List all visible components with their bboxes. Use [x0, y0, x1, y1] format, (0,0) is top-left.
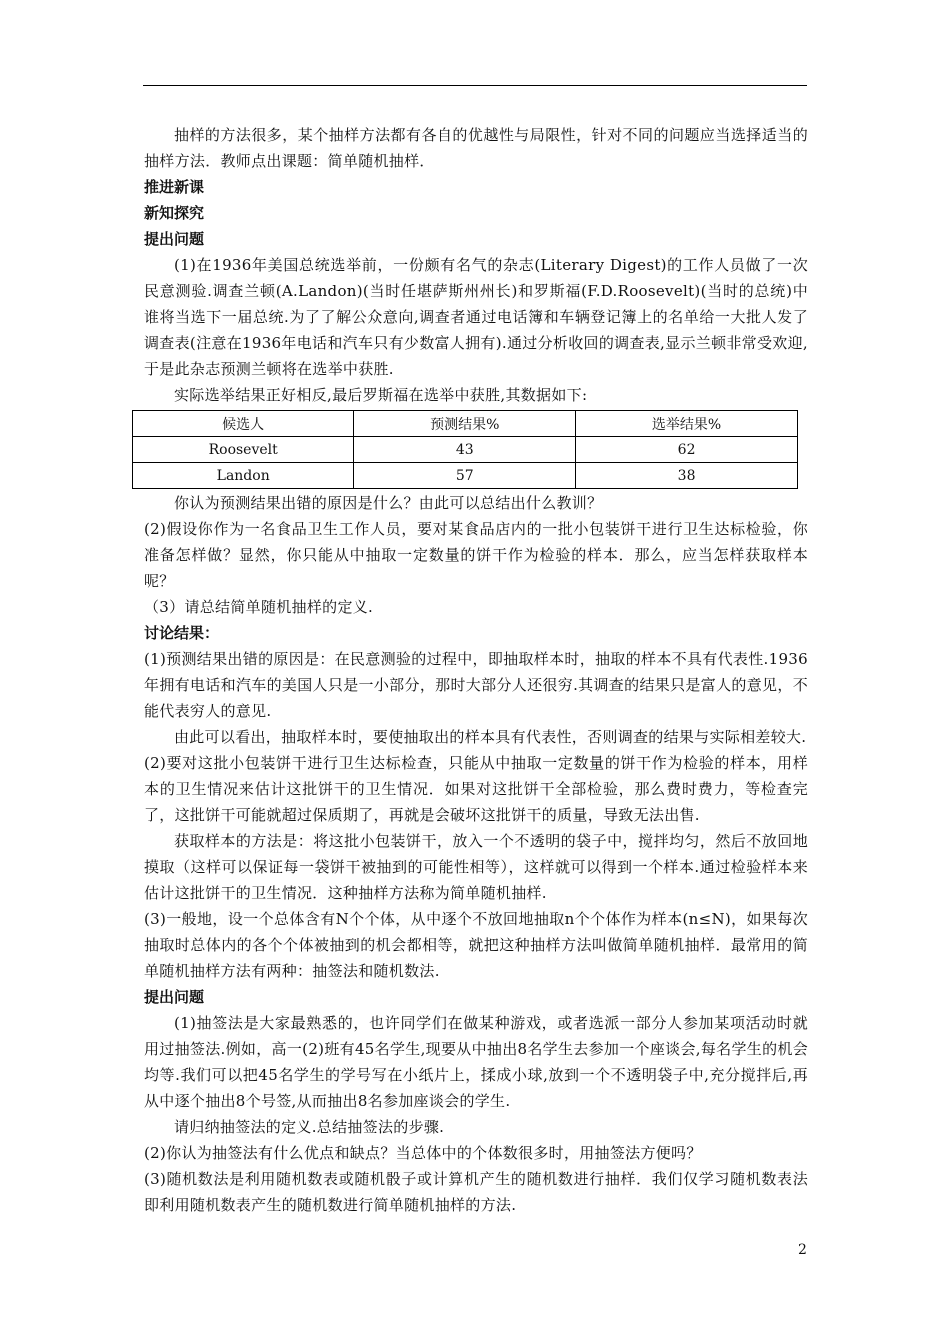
paragraph: (3)一般地，设一个总体含有N个个体，从中逐个不放回地抽取n个个体作为样本(n≤N)，如果每次抽取时总体内的各个个体被抽到的机会都相等，就把这种抽样方法叫做简单随机抽样．最常用的简单随机抽样方法有两种：抽签法和随机数法.: [144, 910, 808, 980]
paragraph: 你认为预测结果出错的原因是什么？由此可以总结出什么教训？: [174, 494, 603, 512]
table-header-cell: 预测结果%: [354, 411, 576, 437]
paragraph: (1)在1936年美国总统选举前，一份颇有名气的杂志(Literary Digest)的工作人员做了一次民意测验.调查兰顿(A.Landon)(当时任堪萨斯州州长)和罗斯福(F.D.Roosevelt)(当时的总统)中谁将当选下一届总统.为了了解公众意向,调查者通过电话簿和车辆登记簿上的名单给一大批人发了调查表(注意在1936年电话和汽车只有少数富人拥有).通过分析收回的调查表,显示兰顿非常受欢迎,于是此杂志预测兰顿将在选举中获胜.: [144, 256, 808, 378]
section-heading: 提出问题: [144, 988, 205, 1006]
table-header-cell: 候选人: [133, 411, 354, 437]
paragraph: 由此可以看出，抽取样本时，要使抽取出的样本具有代表性，否则调查的结果与实际相差较大.: [174, 728, 807, 746]
table-row: [133, 437, 798, 463]
paragraph: (2)要对这批小包装饼干进行卫生达标检查，只能从中抽取一定数量的饼干作为检验的样本，用样本的卫生情况来估计这批饼干的卫生情况．如果对这批饼干全部检验，那么费时费力，等检查完了，这批饼干可能就超过保质期了，再就是会破坏这批饼干的质量，导致无法出售.: [144, 754, 808, 824]
document-body: [144, 122, 808, 1218]
section-heading: 推进新课: [144, 178, 205, 196]
paragraph: 请归纳抽签法的定义.总结抽签法的步骤.: [174, 1118, 445, 1136]
table-row: [133, 463, 798, 489]
table-cell: Roosevelt: [133, 437, 354, 463]
paragraph: (2)你认为抽签法有什么优点和缺点？当总体中的个体数很多时，用抽签法方便吗？: [144, 1144, 702, 1162]
header-rule: [143, 85, 807, 86]
paragraph: （3）请总结简单随机抽样的定义.: [144, 598, 374, 616]
section-heading: 讨论结果：: [144, 624, 220, 642]
table-cell: 62: [576, 437, 798, 463]
table-cell: Landon: [133, 463, 354, 489]
paragraph: 实际选举结果正好相反,最后罗斯福在选举中获胜,其数据如下:: [174, 386, 588, 404]
paragraph: (2)假设你作为一名食品卫生工作人员，要对某食品店内的一批小包装饼干进行卫生达标检验，你准备怎样做？显然，你只能从中抽取一定数量的饼干作为检验的样本．那么，应当怎样获取样本呢？: [144, 520, 808, 590]
paragraph: 抽样的方法很多，某个抽样方法都有各自的优越性与局限性，针对不同的问题应当选择适当的抽样方法．教师点出课题：简单随机抽样．: [144, 126, 808, 170]
paragraph: (3)随机数法是利用随机数表或随机骰子或计算机产生的随机数进行抽样．我们仅学习随机数表法即利用随机数表产生的随机数进行简单随机抽样的方法.: [144, 1170, 808, 1214]
table-header-cell: 选举结果%: [576, 411, 798, 437]
election-results-table: [132, 410, 798, 489]
table-cell: 38: [576, 463, 798, 489]
section-heading: 新知探究: [144, 204, 205, 222]
section-heading: 提出问题: [144, 230, 205, 248]
table-cell: 57: [354, 463, 576, 489]
table-header-row: [133, 411, 798, 437]
paragraph: 获取样本的方法是：将这批小包装饼干，放入一个不透明的袋子中，搅拌均匀，然后不放回地摸取（这样可以保证每一袋饼干被抽到的可能性相等），这样就可以得到一个样本.通过检验样本来估计这批饼干的卫生情况．这种抽样方法称为简单随机抽样.: [144, 832, 808, 902]
paragraph: (1)抽签法是大家最熟悉的，也许同学们在做某种游戏，或者选派一部分人参加某项活动时就用过抽签法.例如，高一(2)班有45名学生,现要从中抽出8名学生去参加一个座谈会,每名学生的机会均等.我们可以把45名学生的学号写在小纸片上，揉成小球,放到一个不透明袋子中,充分搅拌后,再从中逐个抽出8个号签,从而抽出8名参加座谈会的学生.: [144, 1014, 808, 1110]
page-number: 2: [798, 1242, 807, 1258]
paragraph: (1)预测结果出错的原因是：在民意测验的过程中，即抽取样本时，抽取的样本不具有代表性.1936年拥有电话和汽车的美国人只是一小部分，那时大部分人还很穷.其调查的结果只是富人的意见，不能代表穷人的意见.: [144, 650, 808, 720]
table-cell: 43: [354, 437, 576, 463]
